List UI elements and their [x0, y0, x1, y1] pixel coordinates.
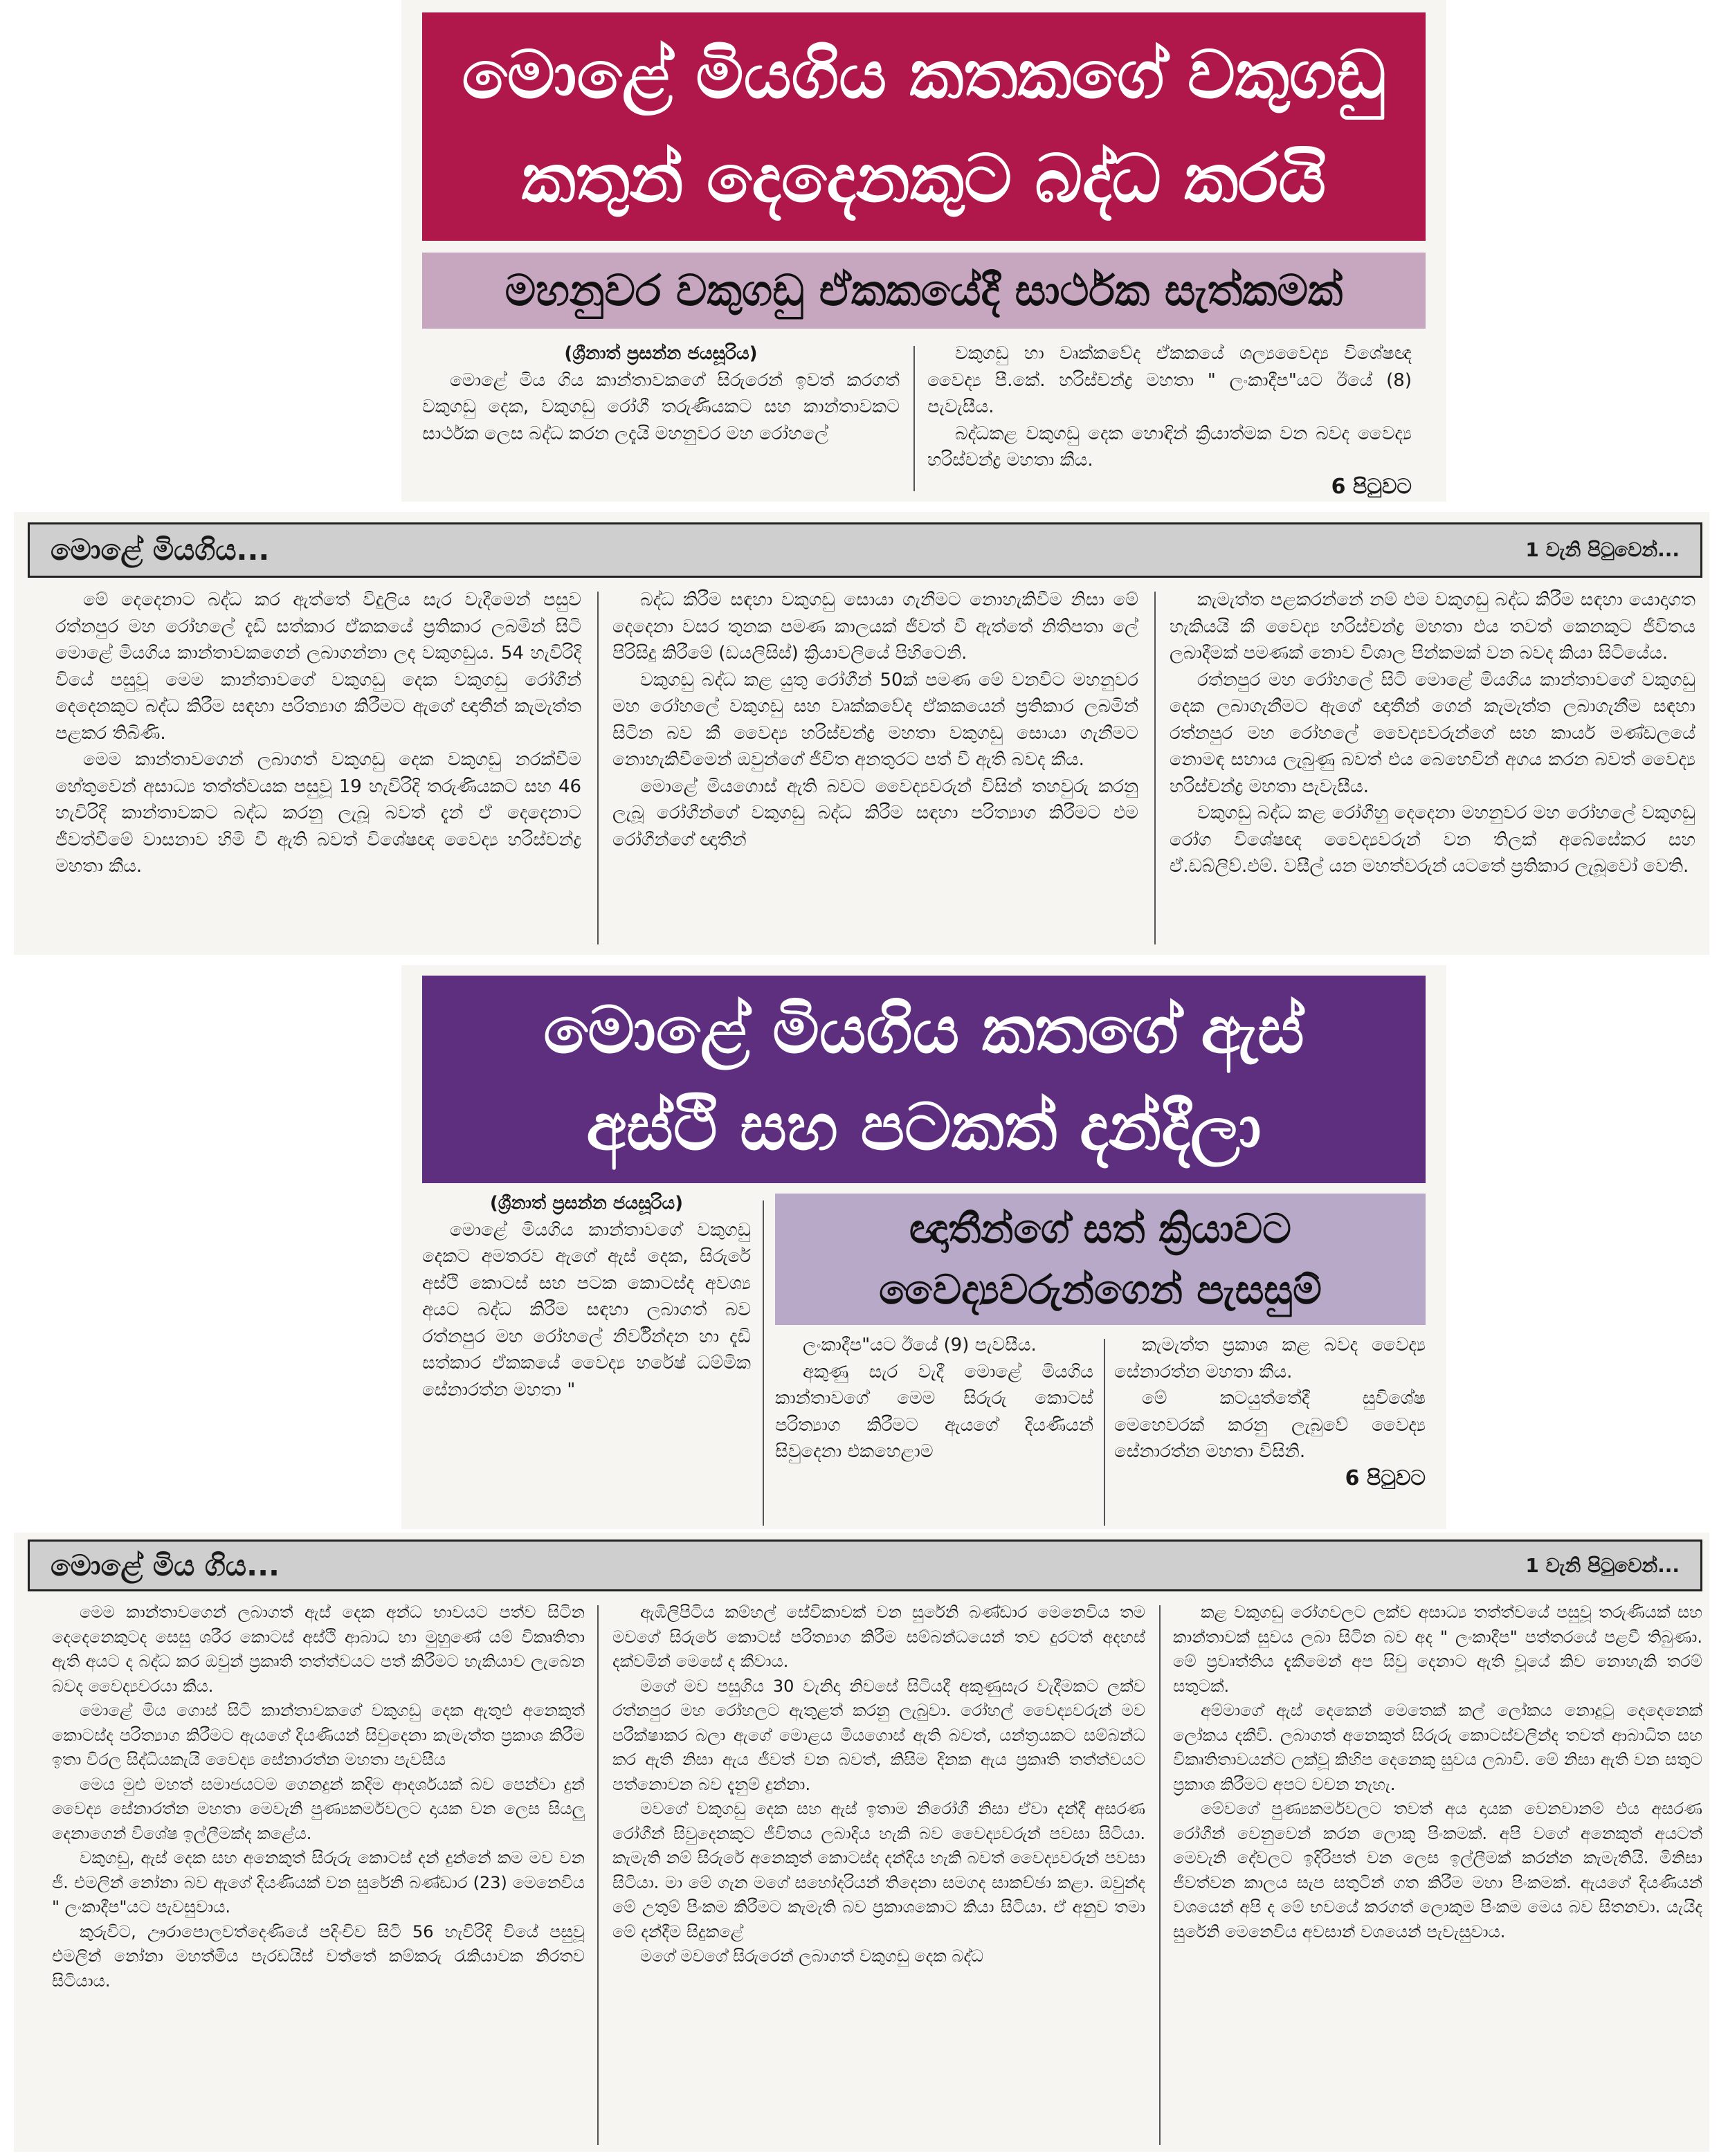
continuation-1-column-3-para-2: රත්නපුර මහ රෝහලේ සිටි මොළේ මියගිය කාන්තාවගේ වකුගඩු දෙක ලබාගැනීමට ඇගේ ඥාතීන් ගෙන් කැමැත්ත ලබාගැනීම සඳහා රත්නපුර මහ රෝහලේ වෛද්‍යවරුන්ගේ සහ කාර්ය මණ්ඩලයේ නොමඳ සහාය ලැබුණු බවත් එය බෙහෙවින් අගය කරන බවත් වෛද්‍ය හරිස්චන්ද්‍ර මහතා පැවැසීය.	[1170, 669, 1695, 797]
continuation-2-header-bar	[28, 1540, 1702, 1591]
continuation-2	[14, 1533, 1709, 2152]
continuation-2-column-2-para-1: ඇඹිලිපිටිය කම්හල් සේවිකාවක් වන සුරේනි බණ්ඩාර මෙනෙවිය තම මවගේ සිරුරේ කොටස් පරිත්‍යාග කිරීම සම්බන්ධයෙන් තව දුරටත් අදහස් දක්වමින් මෙසේ ද කීවාය.	[612, 1602, 1145, 1671]
clip-2-column-2-para-1: ලංකාදීප"යට ඊයේ (9) පැවසීය.	[803, 1335, 1037, 1355]
clip-2-column-3	[1114, 1332, 1426, 1492]
clip-1-headline-line-2: කතුන් දෙදෙනකුට බද්ධ කරයි	[521, 140, 1327, 217]
clip-1-subheadline: මහනුවර වකුගඩු ඒකකයේදී සාර්ථක සැත්කමක්	[422, 253, 1426, 329]
continuation-1-column-1-para-2: මෙම කාන්තාවගෙන් ලබාගත් වකුගඩු දෙක වකුගඩු නරක්වීම හේතුවෙන් අසාධ්‍ය තත්ත්වයක පසුවූ 19 හැවිරිදි තරුණියකට සහ 46 හැවිරිදි කාන්තාවකට බද්ධ කරනු ලැබූ බවත් දැන් ඒ දෙදෙනාට ජීවත්වීමේ වාසනාව හිමි වී ඇති බවත් විශේෂඥ වෛද්‍ය හරිස්චන්ද්‍ර මහතා කීය.	[55, 749, 581, 877]
continuation-1-column-2-para-2: වකුගඩු බද්ධ කළ යුතු රෝගීන් 50ක් පමණ මේ වනවිට මහනුවර මහ රෝහලේ වකුගඩු සහ වෘක්කවේද ඒකකයෙන් ප්‍රතිකාර ලබමින් සිටින බව කී වෛද්‍ය හරිස්චන්ද්‍ර මහතා වකුගඩු සොයා ගැනීමට නොහැකිවීමෙන් ඔවුන්ගේ ජීවිත අනතුරට පත් වී ඇති බවද කීය.	[612, 669, 1138, 770]
continuation-2-column-1-para-4: වකුගඩු, ඇස් දෙක සහ අනෙකුත් සිරුරු කොටස් දන් දුන්නේ කම මව වන ජී. එමලින් නෝනා බව ඇගේ දියණියක් වන සුරේනි බණ්ඩාර (23) මෙනෙවිය " ලංකාදීප"යට පැවසුවාය.	[52, 1848, 585, 1917]
continuation-2-column-3-para-3: මේවගේ පුණ්‍යකර්මවලට තවත් අය දායක වෙනවානම් එය අසරණ රෝගීන් වෙනුවෙන් කරන ලොකු පිංකමක්. අපි වගේ අනෙකුත් අයටත් මෙවැනි දේවලට ඉදිරිපත් වන ලෙස ඉල්ලීමක් කරන්න කැමැතියි. මිනිසා ජීවත්වන කාලය සැප සතුටින් ගත කිරීම මහා පිංකමක්. ඇයගේ දියණියන් වශයෙන් අපි ද මේ භවයේ කරගත් ලොකුම පිංකම මෙය බව සිතනවා. යැයිද සුරේනි මෙනෙවිය අවසාන් වශයෙන් පැවැසුවාය.	[1173, 1799, 1702, 1942]
continuation-2-column-3	[1173, 1600, 1702, 1944]
continuation-2-divider-1	[597, 1605, 599, 2145]
clip-2-headline-line-2: අස්ථි සහ පටකත් දන්දීලා	[586, 1090, 1262, 1165]
continuation-1-header-bar	[28, 522, 1702, 578]
clip-2-byline: (ශ්‍රීනාත් ප්‍රසන්න ජයසූරිය)	[489, 1193, 684, 1214]
continuation-1-column-2	[612, 587, 1138, 853]
clip-1-column-divider	[913, 346, 915, 491]
clip-1-front-page	[401, 0, 1446, 502]
continuation-2-column-1-para-1: මෙම කාන්තාවගෙන් ලබාගත් ඇස් දෙක අන්ධ භාවයට පත්ව සිටින දෙදෙනෙකුටද සෙසු ශරීර කොටස් අස්ථි ආබාධ හා මුහුණේ යම් විකෘතිතා ඇති අයට ද බද්ධ කර ඔවුන් ප්‍රකෘති තත්ත්වයට පත් කිරීමට හැකියාව ලැබෙන බවද වෛද්‍යවරයා කීය.	[52, 1602, 585, 1696]
clip-2-column-2	[775, 1332, 1093, 1465]
continuation-1-column-3-para-3: වකුගඩු බද්ධ කළ රෝගීහු දෙදෙනා මහනුවර මහ රෝහලේ වකුගඩු රෝග විශේෂඥ වෛද්‍යවරුන් වන තිලක් අබේසේකර සහ ඒ.ඩබ්ලිව්.එම්. වසීල් යන මහත්වරුන් යටතේ ප්‍රතිකාර ලැබූවෝ වෙති.	[1170, 803, 1695, 877]
clip-1-column-2-para-1: වකුගඩු හා වෘක්කවේද ඒකකයේ ශල්‍යවෛද්‍ය විශේෂඥ වෛද්‍ය පී.කේ. හරිස්චන්ද්‍ර මහතා " ලංකාදීප"යට ඊයේ (8) පැවැසීය.	[927, 343, 1412, 417]
continuation-2-title: මොළේ මිය ගිය...	[51, 1548, 280, 1582]
clip-2-column-3-para-1: කැමැත්ත ප්‍රකාශ කළ බවද වෛද්‍ය සේනාරත්න මහතා කීය.	[1114, 1335, 1426, 1382]
clip-2-subheadline-line-1: ඥාතීන්ගේ සත් ක්‍රියාවට	[909, 1205, 1291, 1252]
clip-2-column-divider-2	[1104, 1339, 1105, 1526]
continuation-2-column-1-para-2: මොළේ මිය ගොස් සිටි කාන්තාවකගේ වකුගඩු දෙක ඇතුළු අනෙකුත් කොටස්ද පරිත්‍යාග කිරීමට ඇයගේ දියණියන් සිවුදෙනා කැමැත්ත ප්‍රකාශ කිරීම ඉතා විරල සිද්ධියකැයි වෛද්‍ය සේනාරත්න මහතා පැවසීය	[52, 1701, 585, 1769]
clip-2-column-divider-1	[763, 1200, 764, 1526]
continuation-2-column-1-para-5: කුරුවිට, ඌරාපොලවත්දෙණියේ පදිංචිව සිටි 56 හැවිරිදි වියේ පසුවූ එමලින් නෝනා මහත්මිය පැරඩයිස් වත්තේ කම්කරු රැකියාවක නිරතව සිටියාය.	[52, 1921, 585, 1991]
clip-1-page-ref: 6 පිටුවට	[1331, 474, 1412, 499]
continuation-2-from: 1 වැනි පිටුවෙන්...	[1525, 1553, 1680, 1577]
continuation-2-column-1	[52, 1600, 585, 1993]
continuation-2-column-3-para-2: අම්මාගේ ඇස් දෙකෙන් මෙතෙක් කල් ලෝකය නොදුටු දෙදෙනෙක් ලෝකය දකීවි. ලබාගත් අනෙකුත් සිරුරු කොටස්වලින්ද තවත් ආබාධිත සහ විකෘතිතාවයන්ට ලක්වූ කිහිප දෙනෙකු සුවය ලබාවි. මේ නිසා ඇති වන සතුට ප්‍රකාශ කිරීමට අපට වචන නැහැ.	[1173, 1701, 1702, 1794]
continuation-1-column-1	[55, 587, 581, 880]
clip-1-headline-line-1: මොළේ මියගිය කතකගේ වකුගඩු	[462, 36, 1386, 113]
continuation-2-column-2-para-4: මගේ මවගේ සිරුරෙන් ලබාගත් වකුගඩු දෙක බද්ධ	[640, 1946, 983, 1966]
clip-2-subheadline	[775, 1194, 1426, 1325]
continuation-1-column-3	[1170, 587, 1695, 880]
continuation-1-column-2-para-1: බද්ධ කිරීම සඳහා වකුගඩු සොයා ගැනීමට නොහැකිවීම නිසා මේ දෙදෙනා වසර තුනක පමණ කාලයක් ජීවත් වී ඇත්තේ නිතිපතා ලේ පිරිසිදු කිරීමේ (ඩයලිසිස්) ක්‍රියාවලියේ පිහිටෙනි.	[612, 590, 1138, 664]
continuation-1-column-1-para-1: මේ දෙදෙනාට බද්ධ කර ඇත්තේ විදුලිය සැර වැදීමෙන් පසුව රත්නපුර මහ රෝහලේ දැඩි සත්කාර ඒකකයේ ප්‍රතිකාර ලබමින් සිටි මොළේ මියගිය කාන්තාවකගෙන් ලබාගන්නා ලද වකුගඩුය. 54 හැවිරිදි වියේ පසුවූ මෙම කාන්තාවගේ වකුගඩු දෙක වකුගඩු රෝගීන් දෙදෙනකුට බද්ධ කිරීම සඳහා පරිත්‍යාග කිරීමට ඇගේ ඥාතීන් කැමැත්ත පළකර තිබිණි.	[55, 590, 581, 744]
continuation-2-column-2-para-2: මගේ මව පසුගිය 30 වැනිදා නිවසේ සිටියදී අකුණුසැර වැදීමකට ලක්ව රත්නපුර මහ රෝහලට ඇතුළත් කරනු ලැබුවා. රෝහල් වෛද්‍යවරුන් මව පරීක්ෂාකර බලා ඇගේ මොළය මියගොස් ඇති බවත්, යන්ත්‍රයකට සම්බන්ධ කර ඇති නිසා ඇය ජීවත් වන බවත්, කිසිම දිනක ඇය ප්‍රකෘති තත්ත්වයට පත්නොවන බව දැනුම් දුන්නා.	[612, 1676, 1145, 1794]
clip-1-headline	[422, 12, 1426, 241]
continuation-2-column-2-para-3: මවගේ වකුගඩු දෙක සහ ඇස් ඉතාම නිරෝගී නිසා ඒවා දන්දී අසරණ රෝගීන් සිවුදෙනකුට ජීවිතය ලබාදිය හැකි බව වෛද්‍යවරුන් පවසා සිටියා. කැමැති නම් සිරුරේ අනෙකුත් කොටස්ද දන්දිය හැකි බවත් වෛද්‍යවරුන් පවසා සිටියා. මා මේ ගැන මගේ සහෝදරියන් තිදෙනා සමගද සාකච්ඡා කළා. ඔවුන්ද මේ උතුම් පිංකම කිරීමට කැමැති බව ප්‍රකාශකොට කියා සිටියා. ඒ අනුව තමා මේ දන්දීම සිදුකළේ	[612, 1799, 1145, 1942]
clip-1-column-1	[422, 340, 900, 447]
continuation-1-title: මොළේ මියගිය...	[51, 533, 270, 567]
clip-2-headline-line-1: මොළේ මියගිය කතගේ ඇස්	[543, 993, 1304, 1068]
continuation-1-from: 1 වැනි පිටුවෙන්...	[1525, 538, 1680, 561]
clip-2-column-1	[422, 1190, 751, 1403]
clip-2-column-3-para-2: මේ කටයුත්තේදී සුවිශේෂ මෙහෙවරක් කරනු ලැබුවේ වෛද්‍ය සේනාරත්න මහතා විසිනි.	[1114, 1388, 1426, 1462]
clip-2-subheadline-line-2: වෛද්‍යවරුන්ගෙන් පැසසුම්	[879, 1266, 1322, 1313]
continuation-1-divider-2	[1154, 592, 1156, 944]
clip-2-column-1-text: මොළේ මියගිය කාන්තාවගේ වකුගඩු දෙකට අමතරව ඇගේ ඇස් දෙක, සිරුරේ අස්ථි කොටස් සහ පටක කොටස්ද අවශ්‍ය අයට බද්ධ කිරීම සඳහා ලබාගත් බව රත්නපුර මහ රෝහලේ නිර්වින්දන හා දැඩි සත්කාර ඒකකයේ වෛද්‍ය හරේෂ් ධම්මික සේනාරත්න මහතා "	[422, 1219, 751, 1400]
clip-1-column-1-text: මොළේ මිය ගිය කාන්තාවකගේ සිරුරෙන් ඉවත් කරගත් වකුගඩු දෙක, වකුගඩු රෝගී තරුණියකට සහ කාන්තාවකට සාර්ථක ලෙස බද්ධ කරන ලදැයි මහනුවර මහ රෝහලේ	[422, 369, 900, 444]
continuation-2-column-1-para-3: මෙය මුළු මහත් සමාජයටම ගෙනදුන් කදිම ආදර්ශයක් බව පෙන්වා දුන් වෛද්‍ය සේනාරත්න මහතා මෙවැනි පුණ්‍යකර්මවලට දායක වන ලෙස සියලු දෙනාගෙන් විශේෂ ඉල්ලීමක්ද කළේය.	[52, 1774, 585, 1843]
continuation-1	[14, 512, 1709, 955]
continuation-1-column-3-para-1: කැමැත්ත පළකරන්නේ නම් එම වකුගඩු බද්ධ කිරීම සඳහා යොදාගත හැකියයි කී වෛද්‍ය හරිස්චන්ද්‍ර මහතා එය තවත් කෙනකුට ජීවිතය ලබාදීමක් පමණක් නොව විශාල පින්කමක් වන බවද කියා සිටියේය.	[1170, 590, 1695, 664]
clip-2-column-2-para-2: අකුණු සැර වැදී මොළේ මියගිය කාන්තාවගේ මෙම සිරුරු කොටස් පරිත්‍යාග කිරීමට ඇයගේ දියණියන් සිවුදෙනා එකහෙළාම	[775, 1361, 1093, 1462]
clip-2-headline	[422, 976, 1426, 1183]
clip-1-column-2-para-2: බද්ධකළ වකුගඩු දෙක හොඳින් ක්‍රියාත්මක වන බවද වෛද්‍ය හරිස්චන්ද්‍ර මහතා කීය.	[927, 423, 1412, 471]
clip-2-page-ref: 6 පිටුවට	[1345, 1465, 1426, 1490]
continuation-2-column-2	[612, 1600, 1145, 1969]
clip-2-front-page	[401, 965, 1446, 1529]
continuation-1-column-2-para-3: මොළේ මියගොස් ඇති බවට වෛද්‍යවරුන් විසින් තහවුරු කරනු ලැබූ රෝගීන්ගේ වකුගඩු බද්ධ කිරීම සඳහා පරිත්‍යාග කිරීමට එම රෝගීන්ගේ ඥාතීන්	[612, 776, 1138, 850]
clip-1-byline: (ශ්‍රීනාත් ප්‍රසන්න ජයසූරිය)	[564, 343, 758, 364]
continuation-2-divider-2	[1159, 1605, 1161, 2145]
continuation-1-divider-1	[597, 592, 599, 944]
clip-1-column-2	[927, 340, 1412, 500]
continuation-2-column-3-para-1: කළ වකුගඩු රෝගවලට ලක්ව අසාධ්‍ය තත්ත්වයේ පසුවූ තරුණියක් සහ කාන්තාවක් සුවය ලබා සිටින බව අද " ලංකාදීප" පත්තරයේ පළවී තිබුණා. මේ ප්‍රවෘත්තිය දැකීමෙන් අප සිවු දෙනාට ඇති වූයේ කිව නොහැකි තරම් සතුටක්.	[1173, 1602, 1702, 1696]
